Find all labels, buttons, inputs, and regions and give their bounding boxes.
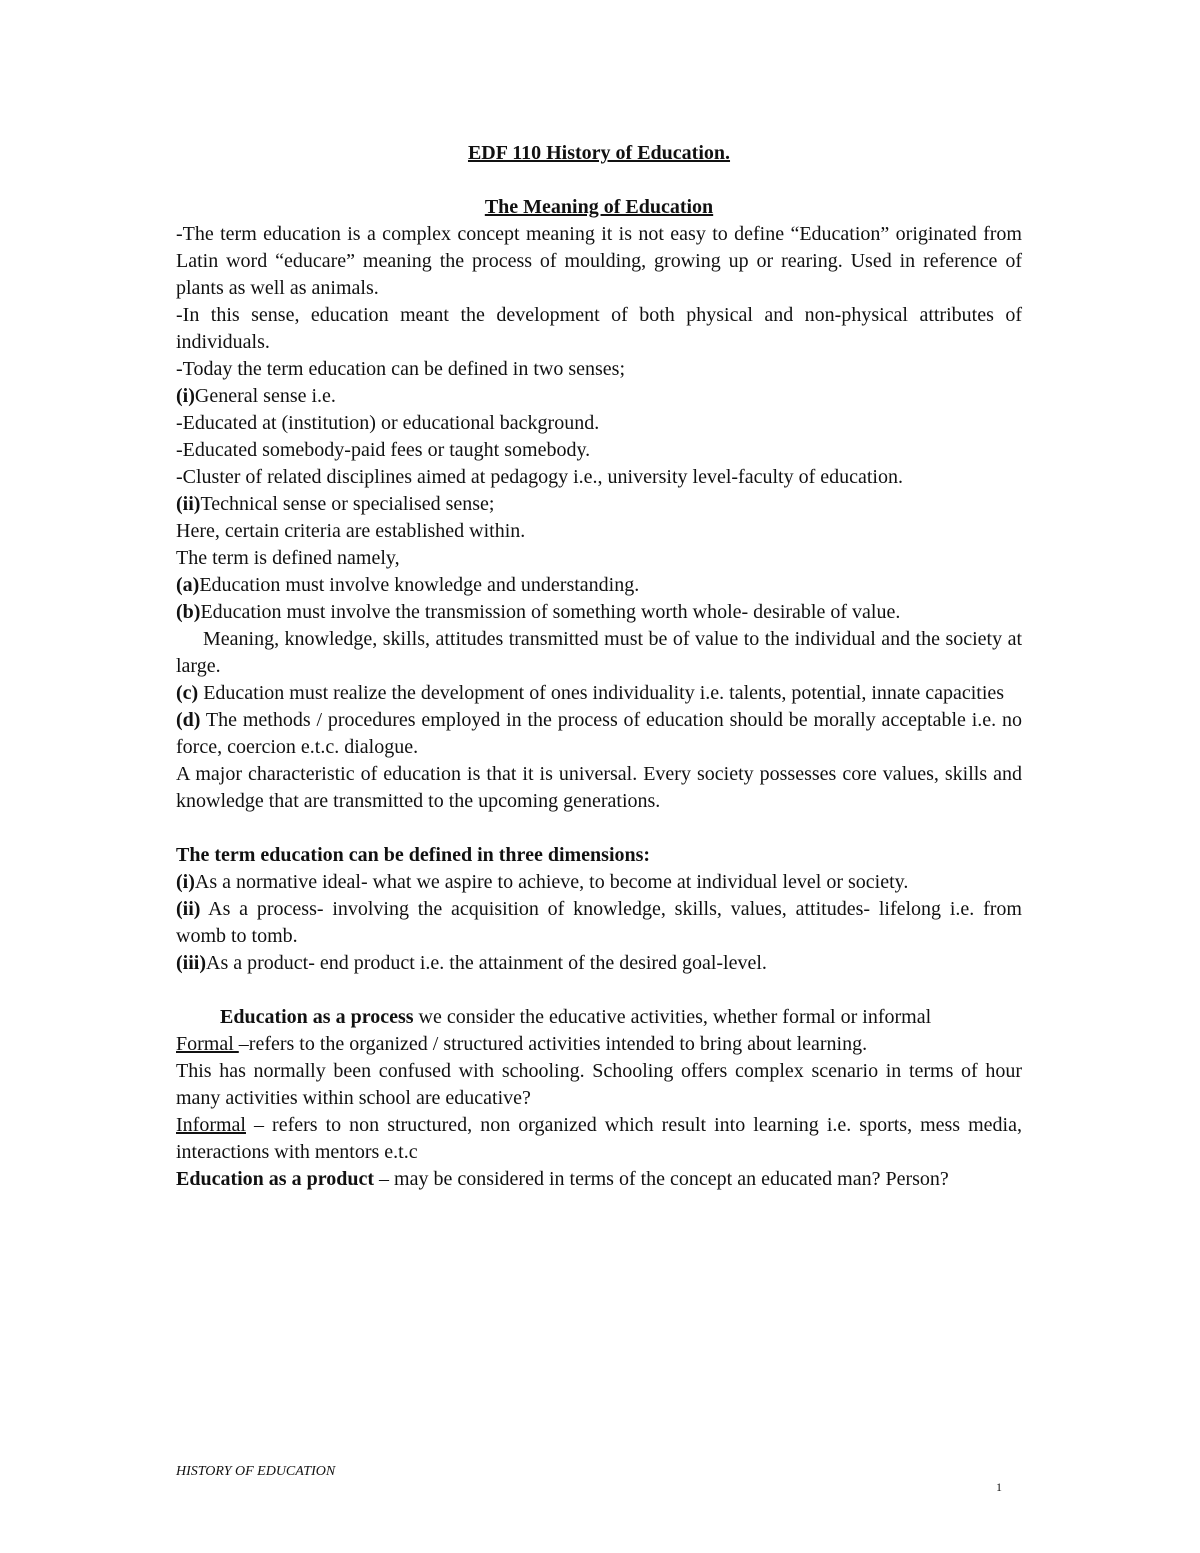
paragraph (176, 1166, 1022, 1193)
section-heading (176, 842, 1022, 869)
list-item (176, 599, 1022, 626)
list-label: (i) (176, 871, 195, 893)
term-text: –refers to the organized / structured activities intended to bring about learning. (238, 1033, 868, 1055)
list-item (176, 491, 1022, 518)
list-item (176, 383, 1022, 410)
paragraph: -Educated at (institution) or educational background. (176, 412, 600, 434)
paragraph: This has normally been confused with schooling. Schooling offers complex scenario in terms of hour many activities within school are educative? (176, 1060, 1022, 1109)
term-label: Formal (176, 1033, 239, 1055)
term-text: – may be considered in terms of the concept an educated man? Person? (374, 1168, 949, 1190)
list-item (176, 572, 1022, 599)
list-text: As a process- involving the acquisition of knowledge, skills, values, attitudes- lifelong i.e. from womb to tomb. (176, 898, 1022, 947)
list-text: As a product- end product i.e. the attainment of the desired goal-level. (206, 952, 767, 974)
list-item (176, 950, 1022, 977)
paragraph: -The term education is a complex concept meaning it is not easy to define “Education” originated from Latin word “educare” meaning the process of moulding, growing up or rearing. Used in reference of plants as well as animals. (176, 223, 1022, 299)
page-footer: HISTORY OF EDUCATION (176, 1464, 336, 1479)
term-label: Informal (176, 1114, 246, 1136)
spacer (176, 167, 1022, 194)
page-number: 1 (996, 1480, 1002, 1494)
list-label: (a) (176, 574, 200, 596)
list-text: The methods / procedures employed in the process of education should be morally acceptable i.e. no force, coercion e.t.c. dialogue. (176, 709, 1022, 758)
paragraph (176, 1112, 1022, 1166)
section-title: The Meaning of Education (484, 196, 714, 218)
list-label: (i) (176, 385, 195, 407)
spacer (176, 815, 1022, 842)
list-item (176, 707, 1022, 761)
paragraph (176, 1004, 1022, 1031)
list-item (176, 896, 1022, 950)
list-label: (iii) (176, 952, 206, 974)
list-text: General sense i.e. (194, 385, 336, 407)
heading-text: The term education can be defined in three dimensions: (176, 844, 651, 866)
paragraph: -Educated somebody-paid fees or taught somebody. (176, 439, 591, 461)
list-label: (b) (176, 601, 201, 623)
document-title: EDF 110 History of Education. (467, 142, 731, 164)
term-text: we consider the educative activities, whether formal or informal (413, 1006, 932, 1028)
list-label: (ii) (176, 493, 201, 515)
paragraph: -Today the term education can be defined in two senses; (176, 358, 626, 380)
spacer (176, 977, 1022, 1004)
paragraph (176, 1031, 1022, 1058)
list-text: Education must involve the transmission of something worth whole- desirable of value. (200, 601, 901, 623)
document-body (176, 140, 1022, 1193)
list-text: Education must involve knowledge and understanding. (199, 574, 640, 596)
paragraph: -Cluster of related disciplines aimed at pedagogy i.e., university level-faculty of education. (176, 466, 903, 488)
paragraph: Here, certain criteria are established within. (176, 520, 526, 542)
list-text: Education must realize the development of ones individuality i.e. talents, potential, innate capacities (198, 682, 1005, 704)
term-label: Education as a product (176, 1168, 375, 1190)
list-item (176, 680, 1022, 707)
paragraph: The term is defined namely, (176, 547, 400, 569)
list-text: Technical sense or specialised sense; (200, 493, 495, 515)
list-label: (d) (176, 709, 201, 731)
paragraph: Meaning, knowledge, skills, attitudes transmitted must be of value to the individual and the society at large. (176, 628, 1022, 677)
term-text: – refers to non structured, non organized which result into learning i.e. sports, mess media, interactions with mentors e.t.c (176, 1114, 1022, 1163)
list-text: As a normative ideal- what we aspire to achieve, to become at individual level or society. (194, 871, 909, 893)
list-label: (c) (176, 682, 199, 704)
list-label: (ii) (176, 898, 201, 920)
list-item (176, 869, 1022, 896)
paragraph: A major characteristic of education is that it is universal. Every society possesses core values, skills and knowledge that are transmitted to the upcoming generations. (176, 763, 1022, 812)
term-label: Education as a process (220, 1006, 414, 1028)
paragraph: -In this sense, education meant the development of both physical and non-physical attributes of individuals. (176, 304, 1022, 353)
